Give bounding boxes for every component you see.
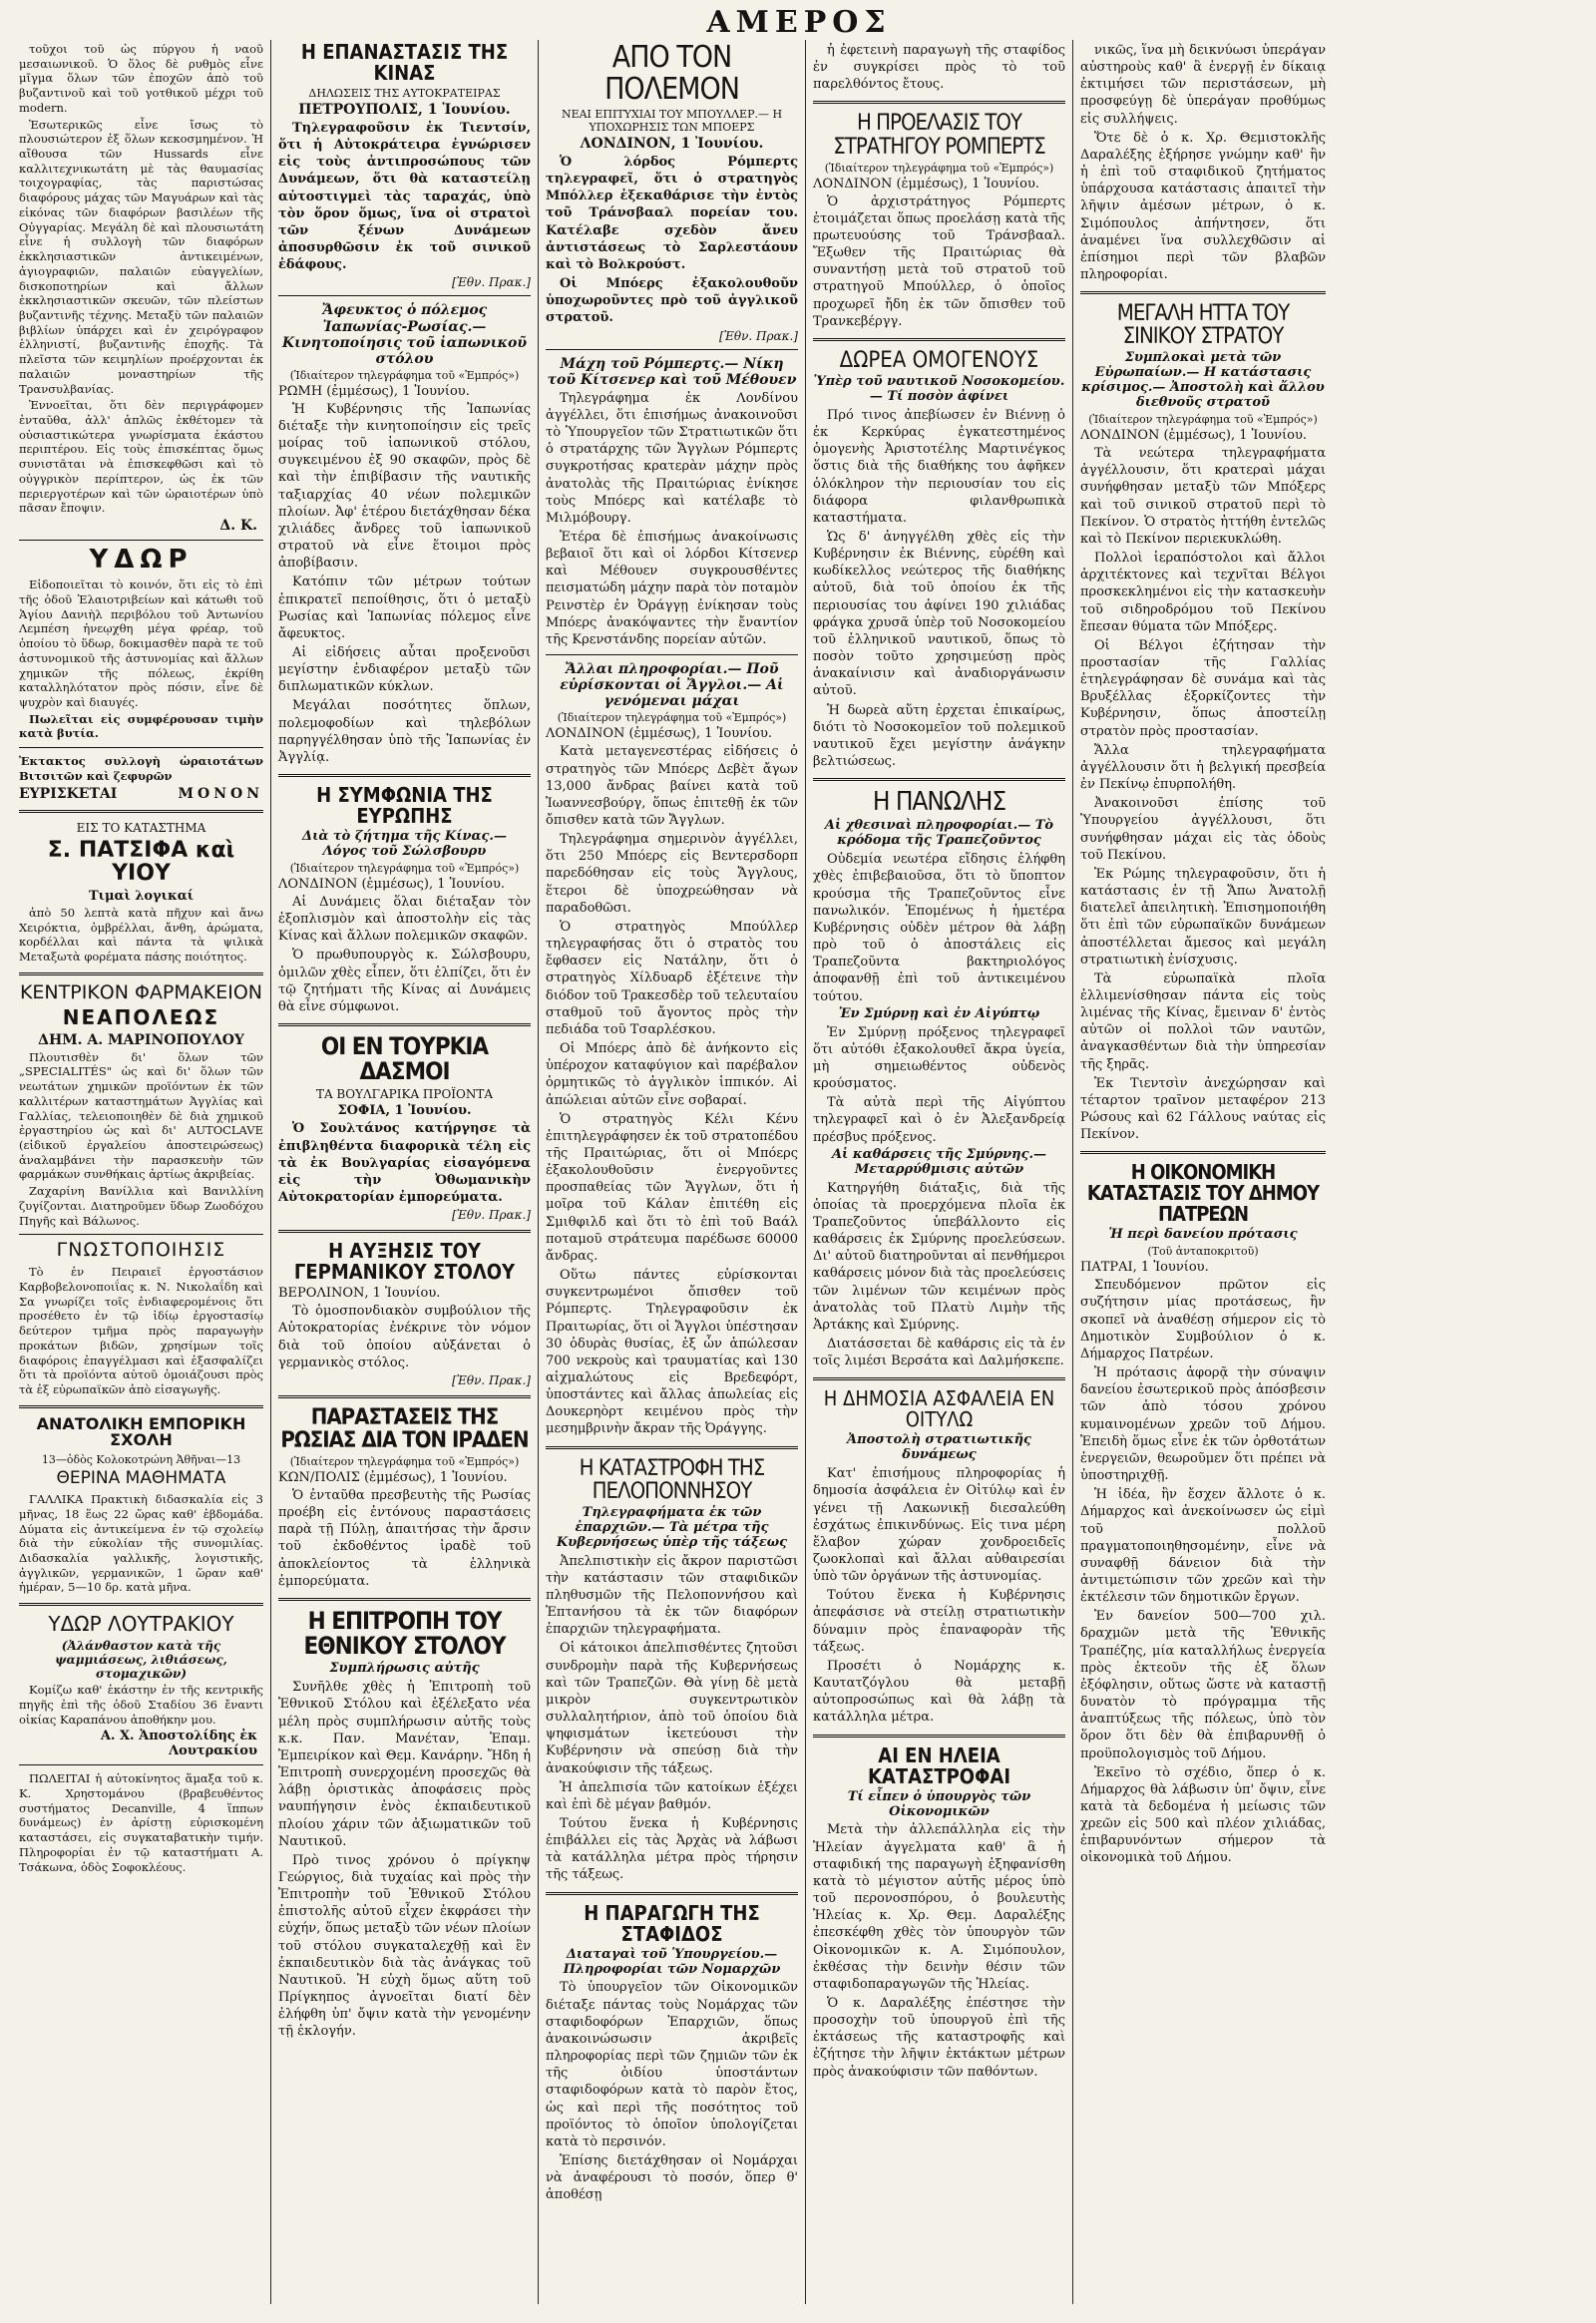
divider: [278, 1023, 531, 1026]
divider: [19, 1603, 263, 1606]
article-text: Οὕτω πάντες εὑρίσκονται συγκεντρωμένοι ὄπισθεν τοῦ Ρόμπερτς. Τηλεγραφοῦσιν ἐκ Πραιτωρίας, ὅτι οἱ Ἄγγλοι ὑπέστησαν 30 ὀδυρὰς θυσίας, ἐξ ὧν ἀπώλεσαν 700 νεκροὺς καὶ τραυματίας καὶ 130 αἰχμαλώτους εἰς Βρεδεφόρτ, ὑποστάντες καὶ ἄλλας ἀπωλείας εἰς Δουκερηὸρτ κειμένου πρὸς τὴν μεσημβρινὴν ἄκραν τῆς Ὀράγγης.: [546, 1268, 798, 1437]
divider: [278, 774, 531, 777]
article-text: Ἡ Κυβέρνησις τῆς Ἰαπωνίας διέταξε τὴν κινητοποίησιν εἰς τρεῖς μοίρας τοῦ ἰαπωνικοῦ στόλου, συγκειμένου ἐξ 90 σκαφῶν, πρὸς δὲ καὶ τὴν ἐπιβίβασιν τῆς ναυτικῆς ταξιαρχίας 40 νέων πολεμικῶν πλοίων. Ἀφ' ἑτέρου διετάχθησαν δέκα χιλιάδες ἄνδρες τοῦ ἰαπωνικοῦ στρατοῦ νὰ εἶνε ἕτοιμοι πρὸς ἀποβίβασιν.: [278, 401, 531, 572]
article-via: (Τοῦ ἀνταποκριτοῦ): [1147, 1245, 1259, 1259]
column-5: [1073, 40, 1333, 2304]
article-text: Διατάσσεται δὲ καθάρσις εἰς τὰ ἐν τοῖς λιμέσι Βερσάτα καὶ Δαλμήσκεπε.: [813, 1337, 1065, 1369]
article-headline: Ἄλλαι πληροφορίαι.— Ποῦ εὑρίσκονται οἱ Ἄγγλοι.— Αἱ γενόμεναι μάχαι: [560, 661, 784, 710]
source-credit: [Ἐθν. Πρακ.]: [451, 1372, 531, 1387]
divider: [19, 1764, 263, 1765]
article-headline: ΠΑΡΑΣΤΑΣΕΙΣ ΤΗΣ ΡΩΣΙΑΣ ΔΙΑ ΤΟΝ ΙΡΑΔΕΝ: [280, 1404, 529, 1453]
divider: [813, 1735, 1065, 1738]
divider: [278, 1598, 531, 1601]
article-text: Πολλοὶ ἱεραπόστολοι καὶ ἄλλοι ἀρχιτέκτονες καὶ τεχνῖται Βέλγοι προσκεκλημένοι εἰς τὴν κατασκευὴν τοῦ σιδηροδρόμου τοῦ Πεκίνου ἔπεσαν θύματα τῶν Μπόξερς.: [1080, 551, 1326, 634]
article-text: Μεγάλαι ποσότητες ὅπλων, πολεμοφοδίων καὶ τηλεβόλων παρηγγέλθησαν ὑπὸ τῆς Ἰαπωνίας ἐν Ἀγγλίᾳ.: [278, 698, 531, 765]
article-text: Ἡ ἰδέα, ἣν ἔσχεν ἄλλοτε ὁ κ. Δήμαρχος καὶ ἀνεκοίνωσεν ὡς εἰμὶ τοῦ πολλοῦ πραγματοποιηθησομένην, εἶνε νὰ συναφθῇ δάνειον διὰ τὴν ἀντιμετώπισιν τῶν χρεῶν καὶ τὴν ἐκτέλεσιν τῶν δημοτικῶν ἔργων.: [1080, 1487, 1326, 1606]
source-credit: [Ἐθν. Πρακ.]: [451, 1208, 531, 1223]
dateline: ΛΟΝΔΙΝΟΝ (ἐμμέσως), 1 Ἰουνίου.: [278, 876, 506, 892]
article-text: Αἱ Δυνάμεις ὅλαι διέταξαν τὸν ἐξοπλισμὸν καὶ ἀποστολὴν εἰς τὰς Κίνας καὶ ἄλλων πολεμικῶν σκαφῶν.: [278, 894, 531, 945]
ad-text: ἀπὸ 50 λεπτὰ κατὰ πῆχυν καὶ ἄνω Χειρόκτια, ὀμβρέλλαι, ἄνθη, ἀρώματα, κορδέλλαι καὶ πάντα τὰ ψιλικὰ Μεταξωτὰ φορέματα πάσης ποιότητος.: [19, 905, 263, 964]
article-text: Ἑτέρα δὲ ἐπισήμως ἀνακοίνωσις βεβαιοῖ ὅτι καὶ οἱ λόρδοι Κίτσενερ καὶ Μέθουεν συγκρουσθέντες πεισματώδη μάχην παρὰ τὸν ποταμὸν Ρεινστὲρ ἐν Ὀράγγῃ ἐνίκησαν τοὺς Μπόερς ἀνακόψαντες τὴν ἔναντίον τῆς Κρενστάνδης πορείαν αὐτῶν.: [546, 530, 798, 647]
ad-title: ΥΔΩΡ: [89, 545, 194, 575]
article-headline: Η ΔΗΜΟΣΙΑ ΑΣΦΑΛΕΙΑ ΕΝ ΟΙΤΥΛΩ: [823, 1386, 1055, 1432]
article-subhead: Ἀποστολὴ στρατιωτικῆς δυνάμεως: [847, 1432, 1031, 1463]
article-headline: ΔΩΡΕΑ ΟΜΟΓΕΝΟΥΣ: [839, 347, 1039, 373]
article-headline: Η ΑΥΞΗΣΙΣ ΤΟΥ ΓΕΡΜΑΝΙΚΟΥ ΣΤΟΛΟΥ: [293, 1239, 516, 1285]
divider: [19, 972, 263, 975]
article-text: Ἐννοεῖται, ὅτι δὲν περιγράφομεν ἐνταῦθα, ἀλλ' ἁπλῶς ἐκθέτομεν τὰ οὐσιαστικώτερα γνωρίσματα ἑκάστου περιπτέρου. Εἰς τοὺς ἐπισκέπτας ὅμως συνιστᾶται νὰ ἐπισκεφθῶσι καὶ τὸ οὐγγρικὸν περίπτερον, ὡς ἐκ τῶν περιεργοτέρων καὶ τῶν ὡραιοτέρων ὑπὸ πᾶσαν ἔποψιν.: [19, 398, 263, 516]
ad-subtitle: ΜΟΝΟΝ: [178, 785, 263, 802]
column-2: [271, 40, 539, 2304]
article-subhead: Διαταγαὶ τοῦ Ὑπουργείου.— Πληροφορίαι τῶν Νομαρχῶν: [563, 1946, 781, 1977]
article-text: Μετὰ τὴν ἀλλεπάλληλα εἰς τὴν Ἠλείαν ἀγγελματα καθ' ἃ ἡ σταφιδική της παραγωγὴ ἐξηφανίσθη κατὰ τὸ μέγιστον αὐτῆς μέρος ὑπὸ τοῦ περονοσπόρου, ὁ βουλευτὴς Ἠλείας κ. Χρ. Θεμ. Δαραλέξης ἐπεσκέφθη χθὲς τὸν ὑπουργὸν τῶν Οἰκονομικῶν κ. Α. Σιμόπουλον, ἐκθέσας τὴν δεινὴν θέσιν τῶν σταφιδοπαραγωγῶν τῆς Ἠλείας.: [813, 1822, 1065, 1992]
dateline: ΛΟΝΔΙΝΟΝ (ἐμμέσως), 1 Ἰουνίου.: [1080, 428, 1308, 444]
article-headline: ΜΕΓΑΛΗ ΗΤΤΑ ΤΟΥ ΣΙΝΙΚΟΥ ΣΤΡΑΤΟΥ: [1116, 301, 1290, 350]
article-text: Τὸ ὑπουργεῖον τῶν Οἰκονομικῶν διέταξε πάντας τοὺς Νομάρχας τῶν σταφιδοφόρων Ἐπαρχιῶν, ὅπως ἀνακοινώσωσιν ἀκριβεῖς πληροφορίας περὶ τῶν ζημιῶν τῶν ἐκ τῆς ὀιδίου ὑποστάντων σταφιδοφόρων κατὰ τὸ παρὸν ἔτος, ὡς καὶ περὶ τῆς ποσότητος τοῦ προϊόντος τὸ ὁποῖον ὑπολογίζεται κατὰ τὸ περσινόν.: [546, 1980, 798, 2149]
ad-text: Κομίζω καθ' ἑκάστην ἐν τῆς κεντρικῆς πηγῆς ἐπὶ τῆς ὁδοῦ Σταδίου 36 ἔναντι οἰκίας Καραπάνου ἀποθήκην μου.: [19, 1683, 263, 1727]
dateline: ΛΟΝΔΙΝΟΝ (ἐμμέσως), 1 Ἰουνίου.: [546, 726, 773, 742]
article-subhead: ΤΑ ΒΟΥΛΓΑΡΙΚΑ ΠΡΟΪΟΝΤΑ: [315, 1087, 494, 1102]
article-text: Ὁ Σουλτάνος κατήργησε τὰ ἐπιβληθέντα διαφορικὰ τέλη εἰς τὰ ἐκ Βουλγαρίας εἰσαγόμενα εἰς τὴν Ὀθωμανικὴν Αὐτοκρατορίαν ἐμπορεύματα.: [278, 1121, 531, 1206]
article-text: Πρὸ τινος χρόνου ὁ πρίγκηψ Γεώργιος, διὰ τυχαίας καὶ πρὸς τὴν Ἐπιτροπὴν τοῦ Ἐθνικοῦ Στόλου ἐπιστολῆς αὐτοῦ εἶχεν ἐκφράσει τὴν εὐχήν, ὅπως μεταξὺ τῶν νέων πλοίων τοῦ στόλου συγκαταλεχθῇ καὶ ἓν ἐκπαιδευτικὸν διὰ τὰς ἀνάγκας τοῦ Ναυτικοῦ. Ἡ εὐχὴ ὅμως αὕτη τοῦ Πρίγκηπος ἀγνοεῖται διατί δὲν ἐλήφθη ὑπ' ὄψιν κατὰ τὴν γενομένην τῇ ἐκλογήν.: [278, 1852, 531, 2040]
article-text: Ὁ ἀρχιστράτηγος Ρόμπερτς ἑτοιμάζεται ὅπως προελάσῃ κατὰ τῆς πρωτευούσης τοῦ Τράνσβααλ. Ἔξωθεν τῆς Πραιτώριας θὰ συναντήσῃ μετὰ τοῦ στρατοῦ τοῦ στρατηγοῦ Μπούλλερ, ὁ ὁποῖος προχωρεῖ ἤδη ἐκ τῶν ὄπισθεν τοῦ Τρανκεβέργγ.: [813, 194, 1065, 329]
article-headline: Η ΕΠΑΝΑΣΤΑΣΙΣ ΤΗΣ ΚΙΝΑΣ: [300, 40, 509, 85]
article-text: Ὁ ἐνταῦθα πρεσβευτὴς τῆς Ρωσίας προέβη εἰς ἐντόνους παραστάσεις παρὰ τῇ Πύλῃ, ἀπαιτήσας τὴν ἄρσιν τοῦ ἐκδοθέντος ἰραδὲ τοῦ ἀποκλείοντος τὰ ἑλληνικὰ ἐμπορεύματα.: [278, 1488, 531, 1589]
article-text: Συνῆλθε χθὲς ἡ Ἐπιτροπὴ τοῦ Ἐθνικοῦ Στόλου καὶ ἐξέλεξατο νέα μέλη πρὸς συμπλήρωσιν αὐτῆς τοὺς κ.κ. Παν. Μανέταν, Ἐπαμ. Ἐμπειρίκον καὶ Θεμ. Κανάρην. Ἤδη ἡ Ἐπιτροπὴ συνερχομένη προσεχῶς θὰ λάβῃ ὁριστικὰς ἀποφάσεις πρὸς ναυπήγησιν ἐνὸς ἐκπαιδευτικοῦ πλοίου χάριν τῶν ἀξιωματικῶν τοῦ Ναυτικοῦ.: [278, 1680, 531, 1849]
article-subhead: Αἱ καθάρσεις τῆς Σμύρνης.— Μεταρρύθμισις αὐτῶν: [831, 1146, 1047, 1177]
article-subhead: Τί εἶπεν ὁ ὑπουργὸς τῶν Οἰκονομικῶν: [847, 1788, 1031, 1819]
ad-title: ΓΝΩΣΤΟΠΟΙΗΣΙΣ: [56, 1239, 226, 1262]
dateline: ΠΑΤΡΑΙ, 1 Ἰουνίου.: [1080, 1260, 1209, 1276]
article-subhead: Ὑπὲρ τοῦ ναυτικοῦ Νοσοκομείου.— Τί ποσὸν ἀφίνει: [813, 374, 1065, 404]
divider: [278, 1230, 531, 1233]
article-text: Τηλεγράφημα σημερινὸν ἀγγέλλει, ὅτι 250 Μπόερς εἰς Βεντερσδορπ παρεδόθησαν εἰς τοὺς Ἄγγλους, ἕτεροι δὲ ὑποχρεώθησαν νὰ παραδοθῶσι.: [546, 832, 798, 916]
divider: [278, 1395, 531, 1398]
divider: [546, 1446, 798, 1449]
columns: [12, 40, 1586, 2304]
dateline: ΚΩΝ/ΠΟΛΙΣ (ἐμμέσως), 1 Ἰουνίου.: [278, 1470, 508, 1485]
article-text: Προσέτι ὁ Νομάρχης κ. Καυτατζόγλου θὰ μεταβῇ αὐτοπροσώπως καὶ θὰ λάβῃ τὰ κατάλληλα μέτρα.: [813, 1658, 1065, 1726]
article-subhead: Συμπλήρωσις αὐτῆς: [329, 1661, 480, 1677]
article-text: Κατὰ μεταγενεστέρας εἰδήσεις ὁ στρατηγὸς τῶν Μπόερς Δεβὲτ ἄγων 13,000 ἄνδρας βαίνει κατὰ τοῦ Ἰωαννεσβούργ, ὅπως ἐπιτεθῇ ἐκ τῶν ὄπισθεν κατὰ τῶν Ἄγγλων.: [546, 744, 798, 828]
divider: [546, 349, 798, 350]
article-text: Τὰ εὐρωπαϊκὰ πλοῖα ἐλλιμενίσθησαν πάντα εἰς τοὺς λιμένας τῆς Κίνας, ἔμειναν δ' ἐντὸς αὐτῶν οἱ πολλοὶ τῶν ναυτῶν, ἀναγκασθέντων διὰ τὴν ὑπηρεσίαν τῆς ξηρᾶς.: [1080, 970, 1326, 1072]
article-subhead: Ἡ περὶ δανείου πρότασις: [1108, 1227, 1298, 1243]
ad-subtitle: Τιμαὶ λογικαί: [89, 888, 194, 904]
article-subhead: Αἱ χθεσιναὶ πληροφορίαι.— Τὸ κρόδομα τῆς Τραπεζοῦντος: [824, 818, 1054, 849]
article-text: Τὰ νεώτερα τηλεγραφήματα ἀγγέλλουσιν, ὅτι κρατεραὶ μάχαι συνήφθησαν μεταξὺ τῶν Μπόξερς καὶ τοῦ σινικοῦ στρατοῦ περὶ τὸ Πεκίνον. Ὁ στρατὸς ἠττήθη ἐντελῶς καὶ τὸ Πεκίνον περιεκυκλώθη.: [1080, 446, 1326, 547]
article-text: Οἱ Βέλγοι ἐζήτησαν τὴν προστασίαν τῆς Γαλλίας ἐτηλεγράφησαν δὲ συνάμα καὶ τὰς Βρυξέλλας ἐξορκίζοντες τὴν Κυβέρνησιν, ὅπως ἀποστείλῃ στρατὸν πρὸς προστασίαν.: [1080, 637, 1326, 739]
ad-address: 13—ὁδὸς Κολοκοτρώνη Ἀθῆναι—13: [41, 1453, 241, 1467]
article-text: Ἐν δανείον 500—700 χιλ. δραχμῶν μετὰ τῆς Ἐθνικῆς Τραπέζης, μία καταλλήλως ἐνεργεία πρὸς ἐκτεοῦν τῆς ἐξ ὅλων ἐξόφλησιν, οὕτως ὥστε νὰ καταστῇ δυνατὸν τὸ πρόγραμμα τῆς ἀναπτύξεως τῆς πόλεως, ὑπὸ τὸν ὅρον ὅτι δὲν θὰ ἐπιβαρυνθῇ ὁ προϋπολογισμὸς τοῦ Δήμου.: [1080, 1609, 1326, 1761]
article-text: Ἐπίσης διετάχθησαν οἱ Νομάρχαι νὰ ἀναφέρουσι τὸ ποσόν, ὅπερ θ' ἀποθέσῃ: [546, 2153, 798, 2203]
divider: [813, 1377, 1065, 1380]
article-subhead: Ἐν Σμύρνῃ καὶ ἐν Αἰγύπτῳ: [838, 1005, 1040, 1021]
dateline: ΠΕΤΡΟΥΠΟΛΙΣ, 1 Ἰουνίου.: [298, 102, 511, 118]
divider: [19, 1234, 263, 1235]
ad-text: Εἰδοποιεῖται τὸ κοινόν, ὅτι εἰς τὸ ἐπὶ τῆς ὁδοῦ Ἐλαιοτριβείων καὶ κάτωθι τοῦ Ἁγίου Δανιὴλ περιβόλου τοῦ Ἀντωνίου Λεμπέση ἠνεῳχθη μέγα φρέαρ, τοῦ ὁποίου τὸ ὕδωρ, δοκιμασθὲν παρὰ τε τοῦ ἀστυνομικοῦ τῆς ἀστυνομίας καὶ ἄλλων χημικῶν τῆς πόλεως, ἐκρίθη καταλληλότατον πρὸς πόσιν, εἶνε δὲ ψυχρὸν καὶ διαυγές.: [19, 578, 263, 710]
ad-text: Πλουτισθὲν δι' ὅλων τῶν „SPECIALITÉS" ὡς καὶ δι' ὅλων τῶν νεωτάτων χημικῶν προϊόντων ἐκ τῶν καλλιτέρων καταστημάτων Ἀγγλίας καὶ Γαλλίας, τελειοποιηθὲν δὲ διὰ χημικοῦ ἐργαστηρίου ὡς καὶ δι' AUTOCLAVE (εἰδικοῦ ἐργαλείου ἀποστειρώσεως) ἀναλαμβάνει τὴν παρασκευὴν τῶν φαρμάκων συνθήκαις ἀρτίως ἀκριβείας.: [19, 1049, 263, 1182]
article-text: Σπευδόμενον πρῶτον εἰς συζήτησιν μίας προτάσεως, ἢν σκοπεῖ νὰ ἀναθέσῃ σήμερον εἰς τὸ Δημοτικὸν Συμβούλιον ὁ κ. Δήμαρχος Πατρέων.: [1080, 1278, 1326, 1361]
article-text: τοῦχοι τοῦ ὡς πύργου ἡ ναοῦ μεσαιωνικοῦ. Ὁ ὅλος δὲ ρυθμὸς εἶνε μῖγμα ὅλων τῶν ἐποχῶν ἀπὸ τοῦ βυζαντινοῦ καὶ τοῦ γοτθικοῦ μέχρι τοῦ modern.: [19, 42, 263, 115]
article-text: Τηλεγραφοῦσιν ἐκ Τιεντσίν, ὅτι ἡ Αὐτοκράτειρα ἐγνώρισεν εἰς τοὺς ἀντιπροσώπους τῶν Δυνάμεων, ὅτι θὰ καταστείλῃ αὐτοστιγμεὶ τὰς ταραχάς, ὑπὸ τὸν ὅρον ὅμως, ἵνα οἱ στρατοὶ τῶν ξένων Δυνάμεων ἀποσυρθῶσιν ἐκ τοῦ σινικοῦ ἐδάφους.: [278, 121, 531, 273]
source-credit: [Ἐθν. Πρακ.]: [451, 275, 531, 290]
article-text: Ὁ στρατηγὸς Κέλι Κένυ ἐπιτηλεγράφησεν ἐκ τοῦ στρατοπέδου τῆς Πραιτώριας, ὅτι οἱ Μπόερς ἐξακολουθοῦσιν ἐνεργοῦντες προσπαθείας τῶν Ἄγγλων, ὅτι ἡ μοῖρα τοῦ Κάλαν ἐπιτέθη εἰς Σμιθφιλδ καὶ ὅτι τὸ ἐπὶ τοῦ Βαάλ ποταμοῦ στράτευμα παρέδωσε 60000 ἄνδρας.: [546, 1111, 798, 1264]
divider: [813, 778, 1065, 781]
ad-title: Ἐκτακτος συλλογὴ ὡραιοτάτων Βιτσιτῶν καὶ ζεφυρῶν: [19, 754, 263, 783]
ad-title: ΚΕΝΤΡΙΚΟΝ ΦΑΡΜΑΚΕΙΟΝ: [19, 980, 263, 1003]
article-headline: Ἄφευκτος ὁ πόλεμος Ἰαπωνίας-Ρωσίας.— Κινητοποίησις τοῦ ἰαπωνικοῦ στόλου: [281, 302, 528, 367]
article-via: (Ἰδιαίτερον τηλεγράφημα τοῦ «Ἐμπρός»): [557, 711, 787, 725]
article-headline: Η ΠΡΟΕΛΑΣΙΣ ΤΟΥ ΣΤΡΑΤΗΓΟΥ ΡΟΜΠΕΡΤΣ: [833, 111, 1045, 160]
divider: [19, 540, 263, 541]
article-headline: Η ΕΠΙΤΡΟΠΗ ΤΟΥ ΕΘΝΙΚΟΥ ΣΤΟΛΟΥ: [303, 1606, 506, 1661]
article-text: Ἀπελπιστικὴν εἰς ἄκρον παριστῶσι τὴν κατάστασιν τῶν σταφιδικῶν πληθυσμῶν τῆς Πελοποννήσου καὶ Ἑπτανήσου τὰ ἐκ τῶν διαφόρων ἐπαρχιῶν τηλεγραφήματα.: [546, 1553, 798, 1638]
divider: [1080, 1151, 1326, 1154]
ad-text: Τὸ ἐν Πειραιεῖ ἐργοστάσιον Καρβοβελονοποιΐας κ. Ν. Νικολαΐδη καὶ Σα γνωρίζει τοῖς ἐνδιαφερομένοις ὅτι προσέθετο ἐν τῷ ἰδίῳ ἐργοστασίῳ δεύτερον τμῆμα πρὸς παραγωγὴν προκάτων βιδῶν, χρησίμων τοῖς διαφόροις ἐπαγγέλμασι καὶ ἐξασφαλίζει ὅτι τὰ προϊόντα αὐτοῦ ὁμοιάζουσι πρὸς τὰ ἐξ εὐρωπαϊκῶν ἀπὸ εἰσαγωγῆς.: [19, 1265, 263, 1396]
article-text: Ἡ ἀπελπισία τῶν κατοίκων ἐξέχει καὶ ἐπὶ δὲ μέγαν βαθμόν.: [546, 1779, 798, 1812]
article-via: (Ἰδιαίτερον τηλεγράφημα τοῦ «Ἐμπρός»): [1088, 413, 1318, 427]
article-text: Ὁ πρωθυπουργὸς κ. Σώλσβουρυ, ὁμιλῶν χθὲς εἶπεν, ὅτι ἐλπίζει, ὅτι ἐν τῷ ζητήματι τῆς Κίνας αἱ Δυνάμεις θὰ εἶνε σύμφωνοι.: [278, 948, 531, 1014]
divider: [546, 1892, 798, 1895]
article-headline: Η ΠΑΝΩΛΗΣ: [872, 787, 1006, 818]
article-text: Οὐδεμία νεωτέρα εἴδησις ἐλήφθη χθὲς ἐπιβεβαιοῦσα, ὅτι τὸ ὕποπτον κρούσμα τῆς Τραπεζοῦντος εἶνε πανωλικόν. Ἐπομένως ἡ ἡμετέρα Κυβέρνησις οὐδὲν μέτρον θὰ λάβῃ πρὸ τοῦ ὁ ἀποστάλεις εἰς Τραπεζοῦντα βακτηριολόγος ἀποφανθῇ ἐπὶ τοῦ ἀντικειμένου τούτου.: [813, 852, 1065, 1004]
ad-signature: Α. Χ. Ἀποστολίδης ἐκ Λουτρακίου: [100, 1729, 257, 1759]
article-text: Οἱ Μπόερς ἀπὸ δὲ ἀνήκοντο εἰς ὑπέροχον καταφύγιον καὶ παρέβαλον ὀρμητικῶς τὸ ἀγγλικὸν ἱππικόν. Αἱ ἀπώλειαι αὐτῶν εἶνε σοβαραί.: [546, 1041, 798, 1108]
dateline: ΛΟΝΔΙΝΟΝ (ἐμμέσως), 1 Ἰουνίου.: [813, 176, 1040, 192]
article-text: Ὁ κ. Δαραλέξης ἐπέστησε τὴν προσοχὴν τοῦ ὑπουργοῦ ἐπὶ τῆς ἐκτάσεως τῆς καταστροφῆς καὶ ἐζήτησε τὴν λῆψιν ἐκτάκτων μέτρων πρὸς ἀνακούφισιν τῶν παθόντων.: [813, 1996, 1065, 2080]
ad-title: ΑΝΑΤΟΛΙΚΗ ΕΜΠΟΡΙΚΗ ΣΧΟΛΗ: [36, 1413, 246, 1450]
article-text: Ἡ δωρεὰ αὕτη ἐρχεται ἐπικαίρως, διότι τὸ Νοσοκομεῖον τοῦ πολεμικοῦ ναυτικοῦ ἔχει μεγίστην ἀνάγκην βελτιώσεως.: [813, 702, 1065, 769]
article-via: (Ἰδιαίτερον τηλεγράφημα τοῦ «Ἐμπρός»): [289, 861, 520, 875]
divider: [19, 1405, 263, 1408]
article-headline: ΑΙ ΕΝ ΗΛΕΙΑ ΚΑΤΑΣΤΡΟΦΑΙ: [867, 1742, 1011, 1788]
divider: [1080, 291, 1326, 294]
article-text: Οἱ Μπόερς ἐξακολουθοῦν ὑποχωροῦντες πρὸ τοῦ ἀγγλικοῦ στρατοῦ.: [546, 276, 798, 326]
article-text: Ἐκ Ρώμης τηλεγραφοῦσιν, ὅτι ἡ κατάστασις ἐν τῇ Ἄπω Ἀνατολῇ διατελεῖ ἀπειλητικὴ. Ἐπισημοποιήθη ὅτι ἐπὶ τῶν εὐρωπαϊκῶν δυνάμεων ἀποστέλλεται ἄμεσος καὶ μεγάλη στρατιωτικὴ ἐνίσχυσις.: [1080, 866, 1326, 968]
article-via: (Ἰδιαίτερον τηλεγράφημα τοῦ «Ἐμπρός»): [824, 161, 1054, 175]
dateline: ΡΩΜΗ (ἐμμέσως), 1 Ἰουνίου.: [278, 383, 470, 399]
article-text: Ὡς δ' ἀνηγγέλθη χθὲς εἰς τὴν Κυβέρνησιν ἐκ Βιέννης, εὑρέθη καὶ κωδίκελλος νεώτερος τῆς διαθήκης αὐτοῦ, διὰ τοῦ ὁποίου ἐκ τῆς περιουσίας του ἀφίνει 190 χιλιάδας φράγκα χρυσᾶ ὑπὲρ τοῦ Νοσοκομείου τοῦ ἑλληνικοῦ ναυτικοῦ, ὅπως τὸ ποσὸν τοῦτο χρησιμεύσῃ πρὸς ἀνακαίνισιν καὶ ἀναδιοργάνωσιν αὐτοῦ.: [813, 529, 1065, 699]
ad-text: ΠΩΛΕΙΤΑΙ ἡ αὐτοκίνητος ἅμαξα τοῦ κ. Κ. Χρηστομάνου (βραβευθέντος συστήματος Decanville, 4 ἵππων δυνάμεως) ἐν ἀρίστῃ εὑρισκομένη καταστάσει, εἰς συγκαταβατικὴν τιμήν. Πληροφορίαι ἐν τῷ καταστήματι Α. Τσάκωνα, ὁδὸς Σοφοκλέους.: [19, 1771, 263, 1874]
article-text: Ὁ στρατηγὸς Μπούλλερ τηλεγραφήσας ὅτι ὁ στρατὸς του ἔφθασεν εἰς Νατάλην, ὅτι ὁ στρατηγὸς Χίλδυαρδ ἐξέτεινε τὴν διόδον τοῦ Τρακεσδὲρ τοῦ τελευταίου σταθμοῦ τοῦ ἄγοντος πρὸς τὴν πεδιάδα τοῦ Τσαρλέσκου.: [546, 919, 798, 1037]
article-text: Κατηργήθη διάταξις, διὰ τῆς ὁποίας τὰ προερχόμενα πλοῖα ἐκ Τραπεζοῦντος ὑπεβάλλοντο εἰς καθάρσεις ἐκ Σμύρνης προελεύσεων. Δι' αὐτοῦ διατηροῦνται αἱ πενθήμεροι καθάρσεις μόνον διὰ τὰς προελεύσεις τῶν λιμένων τῶν κειμένων πρὸς ἀνατολὰς τοῦ Πλατὺ Λιμὴν τῆς Ἀρτάκης καὶ Σμύρνης.: [813, 1180, 1065, 1333]
article-subhead: Συμπλοκαὶ μετὰ τῶν Εὐρωπαίων.— Η κατάστασις κρίσιμος.— Ἀποστολὴ καὶ ἄλλου διεθνοῦς στρατοῦ: [1081, 350, 1325, 411]
article-subhead: ΝΕΑΙ ΕΠΙΤΥΧΙΑΙ ΤΟΥ ΜΠΟΥΛΛΕΡ.— Η ΥΠΟΧΩΡΗΣΙΣ ΤΩΝ ΜΠΟΕΡΣ: [561, 108, 783, 134]
ad-text: Πωλεῖται εἰς συμφέρουσαν τιμὴν κατὰ βυτία.: [19, 711, 263, 741]
article-text: Αἱ εἰδήσεις αὗται προξενοῦσι μεγίστην ἐνδιαφέρον μεταξὺ τῶν διπλωματικῶν κύκλων.: [278, 644, 531, 695]
source-credit: [Ἐθν. Πρακ.]: [718, 328, 798, 343]
ad-row: [19, 786, 263, 802]
article-text: ἡ ἐφετεινὴ παραγωγὴ τῆς σταφίδος ἐν συγκρίσει πρὸς τὸ τοῦ παρελθόντος ἔτους.: [813, 43, 1065, 93]
ad-title: ΥΔΩΡ ΛΟΥΤΡΑΚΙΟΥ: [48, 1612, 234, 1637]
article-text: Ὁ λόρδος Ρόμπερτς τηλεγραφεῖ, ὅτι ὁ στρατηγὸς Μπόλλερ ἐξεκαθάρισε τὴν ἐντὸς τοῦ Τράνσβααλ πορείαν του. Κατέλαβε σχεδὸν ἄνευ ἀντιστάσεως τὸ Σαρλεστάουν καὶ τὸ Βολκρούστ.: [546, 155, 798, 272]
article-headline: Η ΚΑΤΑΣΤΡΟΦΗ ΤΗΣ ΠΕΛΟΠΟΝΝΗΣΟΥ: [579, 1455, 765, 1504]
ad-title: Σ. ΠΑΤΣΙΦΑ καὶ ΥΙΟΥ: [47, 837, 235, 886]
article-text: Οἱ κάτοικοι ἀπελπισθέντες ζητοῦσι συνδρομὴν παρὰ τῆς Κυβερνήσεως καὶ τῶν Τραπεζῶν. Θὰ γίνῃ δὲ μετὰ μικρὸν συγκεντρωτικὸν συλλαλητήριον, ἀπὸ τοῦ ὁποίου διὰ ψηφισμάτων ἱκετεύουσι τὴν Κυβέρνησιν νὰ σπεύσῃ διὰ τὴν ἀνακούφισιν τῆς τάξεως.: [546, 1641, 798, 1776]
divider: [546, 654, 798, 655]
article-text: Ἄλλα τηλεγραφήματα ἀγγέλλουσιν ὅτι ἡ βελγική πρεσβεία ἐν Πεκίνῳ ἐπυρπολήθη.: [1080, 742, 1326, 793]
article-headline: Μάχη τοῦ Ρόμπερτς.— Νίκη τοῦ Κίτσενερ καὶ τοῦ Μέθουεν: [547, 355, 797, 388]
article-subhead: Διὰ τὸ ζήτημα τῆς Κίνας.— Λόγος τοῦ Σώλσβουρυ: [302, 829, 507, 859]
dateline: ΣΟΦΙΑ, 1 Ἰουνίου.: [337, 1103, 472, 1119]
signature: Δ. Κ.: [219, 518, 257, 534]
divider: [813, 338, 1065, 341]
article-text: Τὰ αὐτὰ περὶ τῆς Αἰγύπτου τηλεγραφεῖ καὶ ὁ ἐν Ἀλεξανδρείᾳ πρέσβυς πρόξενος.: [813, 1095, 1065, 1145]
column-4: [806, 40, 1073, 2304]
divider: [19, 747, 263, 748]
ad-text: Ζαχαρίνη Βανίλλια καὶ Βανιλλίνη ζυγίζονται. Διατηροῦμεν ὕδωρ Ζωοδόχου Πηγῆς καὶ Βάλωνος.: [19, 1184, 263, 1228]
article-headline: Η ΟΙΚΟΝΟΜΙΚΗ ΚΑΤΑΣΤΑΣΙΣ ΤΟΥ ΔΗΜΟΥ ΠΑΤΡΕΩΝ: [1086, 1160, 1320, 1227]
ad-pretitle: ΕΙΣ ΤΟ ΚΑΤΑΣΤΗΜΑ: [76, 820, 206, 835]
article-headline: ΑΠΟ ΤΟΝ ΠΟΛΕΜΟΝ: [604, 40, 739, 107]
article-text: Ἐκ Τιεντσὶν ἀνεχώρησαν καὶ τέταρτον τραῖνον μεταφέρον 213 Ρώσους καὶ 62 Γάλλους ναύτας εἰς Πεκίνον.: [1080, 1075, 1326, 1143]
article-text: Ὅτε δὲ ὁ κ. Χρ. Θεμιστοκλῆς Δαραλέξης ἐξήρησε γνώμην καθ' ἣν ἡ ἐπὶ τοῦ σταφιδικοῦ ζητήματος ὑπάρχουσα κατάστασις ἀπαιτεῖ τὴν λῆψιν ἀμέσων μέτρων, ὁ κ. Σιμόπουλος ἀπήντησεν, ὅτι ἀναμένει ἵνα συλλεχθῶσιν αἱ ἐπίσημοι περὶ τῶν βλαβῶν πληροφορίαι.: [1080, 130, 1326, 283]
article-text: Ἀνακοινοῦσι ἐπίσης τοῦ Ὑπουργείου ἀγγέλλουσι, ὅτι συνήφθησαν μάχαι εἰς τὰς ὁδοὺς τοῦ Πεκίνου.: [1080, 796, 1326, 863]
divider: [19, 810, 263, 813]
masthead: ΑΜΕΡΟΣ: [706, 5, 892, 40]
ad-subtitle: (Ἀλάνθαστον κατὰ τῆς ψαμμιάσεως, λιθιάσεως, στομαχικῶν): [55, 1639, 227, 1682]
article-text: Τὸ ὁμοσπονδιακὸν συμβούλιον τῆς Αὐτοκρατορίας ἐνέκρινε τὸν νόμον διὰ τοῦ ὁποίου αὐξάνεται ὁ γερμανικὸς στόλος.: [278, 1304, 531, 1370]
article-text: Πρό τινος ἀπεβίωσεν ἐν Βιέννῃ ὁ ἐκ Κερκύρας ἐγκατεστημένος ὁμογενὴς Ἀριστοτέλης Μαρτινέγκος ὅστις διὰ τῆς διαθήκης του ἀφῆκεν ὁλόκληρον τὴν περιουσίαν του εἰς διάφορα φιλανθρωπικὰ καταστήματα.: [813, 407, 1065, 526]
article-headline: Η ΣΥΜΦΩΝΙΑ ΤΗΣ ΕΥΡΩΠΗΣ: [316, 783, 493, 829]
ad-subtitle: ΘΕΡΙΝΑ ΜΑΘΗΜΑΤΑ: [56, 1468, 226, 1489]
divider: [278, 295, 531, 296]
ad-text: ΓΑΛΛΙΚΑ Πρακτικὴ διδασκαλία εἰς 3 μῆνας, 18 ἕως 22 ὥρας καθ' ἑβδομάδα. Δύματα εἰς ἀντικείμενα ἐν τῷ σχολείῳ διὰ τὴν εὐκολίαν τῆς συνομιλίας. Διδασκαλία γαλλικῆς, λογιστικῆς, ἀγγλικῶν, γερμανικῶν, 1 ὥραν καθ' ἡμέραν, 5—10 δρ. κατὰ μῆνα.: [19, 1492, 263, 1595]
article-text: Κατ' ἐπισήμους πληροφορίας ἡ δημοσία ἀσφάλεια ἐν Οἰτύλῳ καὶ ἐν γένει τῇ Λακωνικῇ διεσαλεύθη ἐσχάτως ἐπικινδύνως. Εἰς τινα μέρη ἔλαβον χώραν χονδροειδεῖς ζωοκλοπαὶ καὶ ἄλλαι αὐθαιρεσίαι ὑπὸ τῶν ὀργάνων τῆς ἀστυνομίας.: [813, 1466, 1065, 1585]
article-text: Τηλεγράφημα ἐκ Λονδίνου ἀγγέλλει, ὅτι ἐπισήμως ἀνακοινοῦσι τὸ Ὑπουργεῖον τῶν Στρατιωτικῶν ὅτι ὁ στρατάρχης τῶν Ἄγγλων Ρόμπερτς συγκροτήσας κρατερὰν μάχην πρὸς ἀνατολὰς τῆς Πραιτώριας ἐνίκησε τοὺς Μπόερς καὶ κατέλαβε τὸ Μιλμόβουργ.: [546, 390, 798, 526]
article-text: Ἐκεῖνο τὸ σχέδιο, ὅπερ ὁ κ. Δήμαρχος θὰ λάβωσιν ὑπ' ὄψιν, εἶνε κατὰ τὰ δεδομένα ἡ μείωσις τῶν χρεῶν εἰς 500 καὶ πλέον χιλιάδας, ἐπιβαρυνόντων σήμερον τὰ οἰκονομικὰ τοῦ Δήμου.: [1080, 1764, 1326, 1866]
dateline: ΛΟΝΔΙΝΟΝ, 1 Ἰουνίου.: [580, 136, 764, 152]
article-text: Τούτου ἕνεκα ἡ Κυβέρνησις ἀπεφάσισε νὰ στείλῃ στρατιωτικὴν δύναμιν πρὸς ἐπαναφορὰν τῆς τάξεως.: [813, 1588, 1065, 1655]
divider: [813, 101, 1065, 104]
article-via: (Ἰδιαίτερον τηλεγράφημα τοῦ «Ἐμπρός»): [289, 1455, 520, 1468]
article-text: Κατόπιν τῶν μέτρων τούτων ἐπικρατεῖ πεποίθησις, ὅτι ὁ μεταξὺ Ρωσίας καὶ Ἰαπωνίας πόλεμος εἶνε ἄφευκτος.: [278, 575, 531, 641]
article-text: Ἐσωτερικῶς εἶνε ἴσως τὸ πλουσιώτερον ἐξ ὅλων κεκοσμημένον. Ἡ αἴθουσα τῶν Hussards εἶνε καλλιτεχνικωτάτη μὲ τὰς θαυμασίας τοιχογραφίας, τὰς παριστώσας διαφόρους μάχας τῶν Μαγυάρων καὶ τὰς εἰκόνας τῶν διαφόρων βασιλέων τῆς Οὐγγαρίας. Μεγάλη δὲ καὶ πλουσιωτάτη εἶνε ἡ συλλογὴ τῶν διαφόρων ἐκκλησιαστικῶν ἀντικειμένων, ἁγιογραφιῶν, παλαιῶν εὐαγγελίων, δισκοποτηρίων καὶ ἄλλων ἐκκλησιαστικῶν σκευῶν, τῶν πλείστων βυζαντινῆς τέχνης. Μεταξὺ τῶν παλαιῶν βιβλίων ὑπάρχει καὶ ἐν χειρόγραφον ἑλληνιστί, βυζαντινῆς ἐποχῆς. Τὰ πλεῖστα τῶν κειμηλίων προέρχονται ἐκ παλαιῶν μοναστηρίων τῆς Τρανσυλβανίας.: [19, 117, 263, 396]
dateline: ΒΕΡΟΛΙΝΟΝ, 1 Ἰουνίου.: [278, 1286, 441, 1302]
article-text: νικῶς, ἵνα μὴ δεικνύωσι ὑπεράγαν αὐστηροὺς καθ' ἃ ἐνεργῇ ἐν δίκαιᾳ ἐκτιμήσει τῶν περιστάσεων, μὴ προσφεύγῃ δὲ ὑπεράγαν προθύμως εἰς συλλήψεις.: [1080, 43, 1326, 127]
article-text: Ἡ πρότασις ἀφορᾷ τὴν σύναψιν δανείου ἐσωτερικοῦ πρὸς ἀπόσβεσιν τῶν ἀπὸ τόσου χρόνου κυμαινομένων χρεῶν τοῦ Δήμου. Ἐπειδὴ ὅμως εἶνε ἐκ τῶν ὀρθοτάτων ἐνεργειῶν, θεωροῦμεν ὅτι πρέπει νὰ ὑποστηριχθῇ.: [1080, 1365, 1326, 1484]
ad-subtitle: ΕΥΡΙΣΚΕΤΑΙ: [19, 785, 118, 802]
article-subhead: Τηλεγραφήματα ἐκ τῶν ἐπαρχιῶν.— Τὰ μέτρα τῆς Κυβερνήσεως ὑπὲρ τῆς τάξεως: [556, 1504, 788, 1550]
column-3: [539, 40, 806, 2304]
column-1: [12, 40, 271, 2304]
article-headline: Η ΠΑΡΑΓΩΓΗ ΤΗΣ ΣΤΑΦΙΔΟΣ: [584, 1900, 760, 1946]
ad-subtitle: ΝΕΑΠΟΛΕΩΣ: [62, 1004, 220, 1029]
article-via: (Ἰδιαίτερον τηλεγράφημα τοῦ «Ἐμπρός»): [289, 368, 520, 382]
article-subhead: ΔΗΛΩΣΕΙΣ ΤΗΣ ΑΥΤΟΚΡΑΤΕΙΡΑΣ: [308, 87, 501, 100]
article-text: Ἐν Σμύρνῃ πρόξενος τηλεγραφεῖ ὅτι αὐτόθι ἐξακολουθεῖ ἄκρα ὑγεία, μὴ σημειωθέντος οὐδενὸς κρούσματος.: [813, 1024, 1065, 1092]
article-headline: ΟΙ ΕΝ ΤΟΥΡΚΙΑ ΔΑΣΜΟΙ: [320, 1032, 489, 1086]
ad-name: ΔΗΜ. Α. ΜΑΡΙΝΟΠΟΥΛΟΥ: [38, 1031, 244, 1048]
article-text: Τούτου ἕνεκα ἡ Κυβέρνησις ἐπιβάλλει εἰς τὰς Ἀρχὰς νὰ λάβωσι τὰ κατάλληλα μέτρα πρὸς τήρησιν τῆς τάξεως.: [546, 1815, 798, 1883]
